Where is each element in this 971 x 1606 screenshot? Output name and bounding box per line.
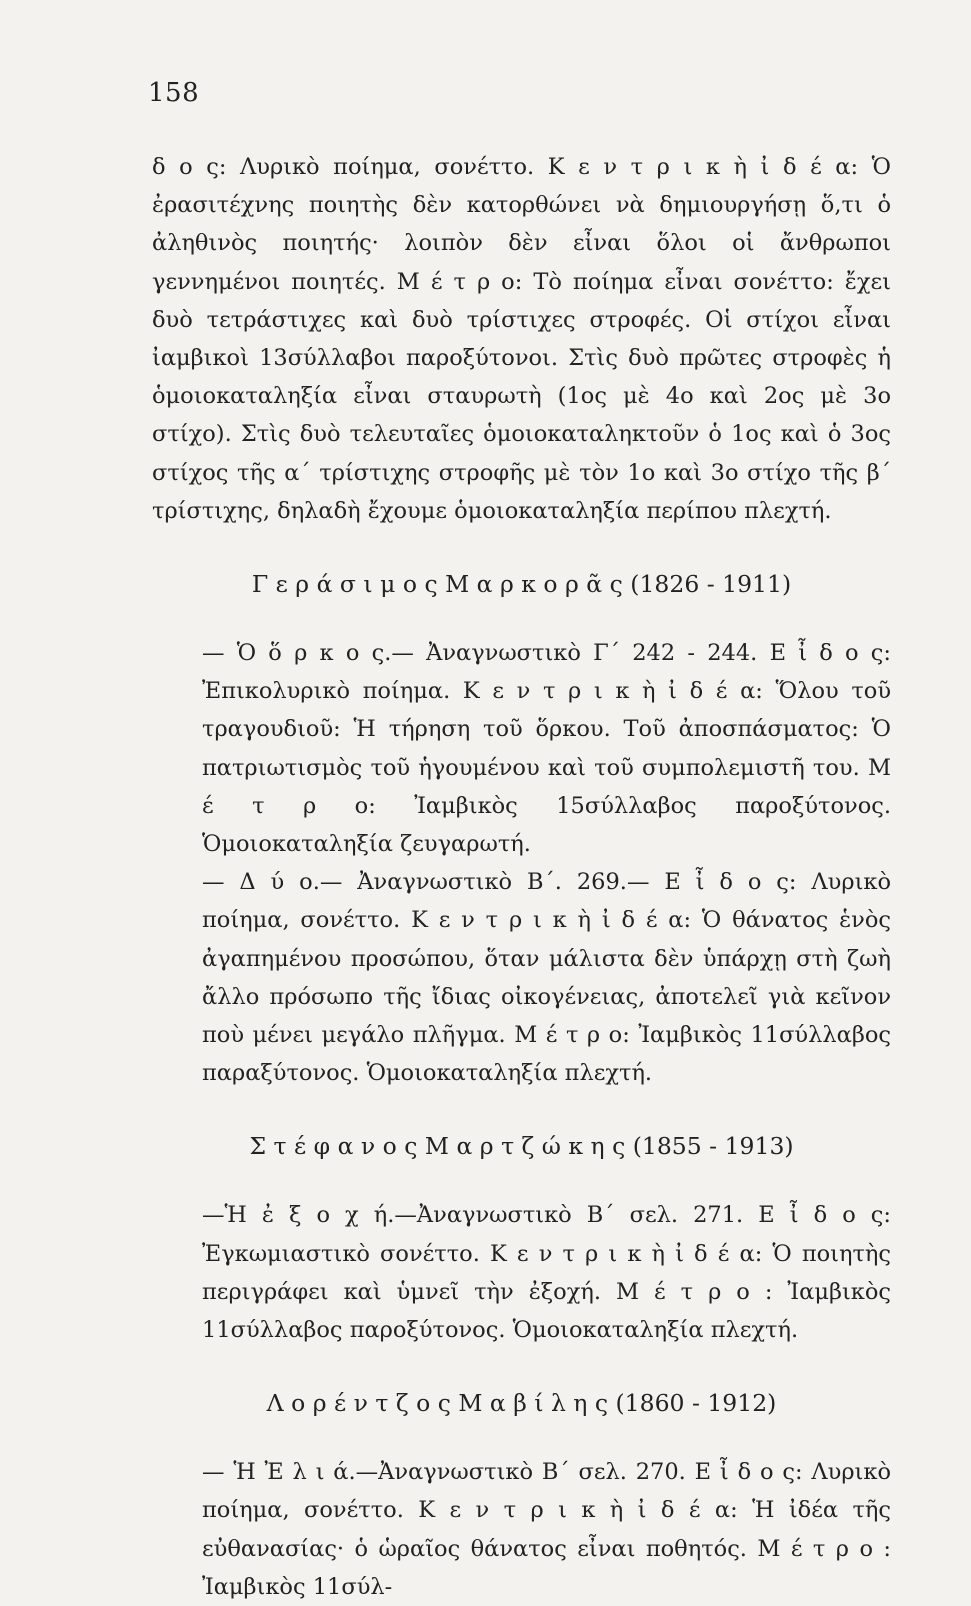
text-run: : Λυρικὸ ποίημα, σονέττο. (218, 154, 548, 180)
text-run: — Ὁ (202, 640, 269, 667)
text-run: Ε ἶ δ ο ς (664, 869, 789, 896)
text-run: ἐ ξ ο χ ή (261, 1202, 388, 1229)
author-heading (152, 565, 891, 603)
text-run: : Ἰαμβικὸς 11σύλλαβος παροξύτονος. Ὁμοιοκαταληξία πλεχτή. (202, 1278, 891, 1344)
text-run: : Ὁ ἐρασιτέχνης ποιητὴς δὲν κατορθώνει νὰ δημιουργήσῃ ὅ,τι ὁ ἀληθινὸς ποιητής· λοιπὸν δὲν εἶναι ὅλοι οἱ ἄνθρωποι γεννημένοι ποιητές. (152, 154, 892, 295)
text-run: — Ἡ (202, 1459, 265, 1486)
text-run: : Λυρικὸ ποίημα, σονέττο. (202, 869, 891, 934)
text-run: —Ἡ (202, 1202, 262, 1229)
text-run: Μ έ τ ρ ο (396, 268, 515, 295)
poem-entry (152, 634, 891, 863)
poem-entry (152, 1196, 891, 1349)
text-run: ὅ ρ κ ο ς (268, 640, 385, 667)
text-run: Ε ἶ δ ο ς (694, 1459, 795, 1486)
poem-entry (152, 863, 891, 1092)
text-run: .— Ἀναγνωστικὸ Β΄. 269.— (312, 869, 665, 896)
author-name: Λ ο ρ έ ν τ ζ ο ς Μ α β ί λ η ς (266, 1389, 609, 1418)
text-run: : Ἰαμβικὸς 15σύλλαβος παροξύτονος. Ὁμοιοκαταληξία ζευγαρωτή. (202, 792, 891, 858)
text-run: : Ἡ ἰδέα τῆς εὐθανασίας· ὁ ὡραῖος θάνατος εἶναι ποθητός. (202, 1497, 891, 1562)
text-run: Ε ἶ δ ο ς (769, 640, 884, 667)
author-dates: (1860 - 1912) (615, 1389, 777, 1418)
text-run: Κ ε ν τ ρ ι κ ὴ ἰ δ έ α (462, 678, 756, 705)
text-run: .— Ἀναγνωστικὸ Γ΄ 242 - 244. (384, 640, 770, 667)
text-run: Ε ἶ δ ο ς (758, 1202, 884, 1229)
text-run: : Ἐγκωμιαστικὸ σονέττο. (202, 1202, 891, 1267)
text-run: Κ ε ν τ ρ ι κ ὴ ἰ δ έ α (547, 154, 851, 180)
text-run: : Ὅλου τοῦ τραγουδιοῦ: Ἡ τήρηση τοῦ ὅρκου. Τοῦ ἀποσπάσματος: Ὁ πατριωτισμὸς τοῦ ἡγουμένου καὶ τοῦ συμπολεμιστῆ του. (202, 678, 891, 781)
text-run: .—Ἀναγνωστικὸ Β΄ σελ. 270. (348, 1459, 695, 1486)
text-run: : Τὸ ποίημα εἶναι σονέττο: ἔχει δυὸ τετράστιχες καὶ δυὸ τρίστιχες στροφές. Οἱ στίχοι εἶναι ἰαμβικοὶ 13σύλλαβοι παροξύτονοι. Στὶς δυὸ πρῶτες στροφὲς ἡ ὁμοιοκαταληξία εἶναι σταυρωτὴ (1ος μὲ 4ο καὶ 2ος μὲ 3ο στίχο). Στὶς δυὸ τελευταῖες ὁμοιοκαταληκτοῦν ὁ 1ος καὶ ὁ 3ος στίχος τῆς α΄ τρίστιχης στροφῆς μὲ τὸν 1ο καὶ 3ο στίχο τῆς β΄ τρίστιχης, δηλαδὴ ἔχουμε ὁμοιοκαταληξία περίπου πλεχτή. (152, 268, 891, 524)
text-run: Μ έ τ ρ ο (757, 1535, 873, 1562)
text-run: Κ ε ν τ ρ ι κ ὴ ἰ δ έ α (490, 1240, 755, 1267)
text-run: : Ἰαμβικὸς 11σύλλαβος παραξύτονος. Ὁμοιοκαταληξία πλεχτή. (202, 1022, 891, 1087)
author-dates: (1855 - 1913) (632, 1132, 794, 1161)
text-run: Μ έ τ ρ ο (514, 1022, 623, 1049)
author-heading (152, 1127, 891, 1165)
text-run: .—Ἀναγνωστικὸ Β΄ σελ. 271. (387, 1202, 759, 1229)
intro-paragraph (152, 148, 891, 530)
text-run: Μ έ τ ρ ο (615, 1278, 750, 1305)
text-run: : Ὁ θάνατος ἑνὸς ἀγαπημένου προσώπου, ὅταν μάλιστα δὲν ὑπάρχῃ στὴ ζωὴ ἄλλο πρόσωπο τῆς ἴδιας οἰκογένειας, ἀποτελεῖ γιὰ κεῖνον ποὺ μένει μεγάλο πλῆγμα. (202, 907, 891, 1049)
text-run: Μ έ τ ρ ο (202, 754, 891, 819)
text-run: — (202, 869, 240, 896)
author-dates: (1826 - 1911) (630, 570, 792, 599)
text-run: Ἐ λ ι ά (264, 1459, 349, 1486)
text-run: : Ἐπικολυρικὸ ποίημα. (202, 640, 892, 705)
text-run: Δ ύ ο (239, 869, 313, 896)
author-name: Γ ε ρ ά σ ι μ ο ς Μ α ρ κ ο ρ ᾶ ς (251, 570, 623, 599)
text-run: : Λυρικὸ ποίημα, σονέττο. (202, 1459, 891, 1524)
text-run: δ ο ς (152, 154, 219, 180)
text-run: : Ἰαμβικὸς 11σύλ- (202, 1535, 892, 1600)
page-number: 158 (148, 78, 200, 108)
poem-entry (152, 1453, 891, 1606)
text-run: Κ ε ν τ ρ ι κ ὴ ἰ δ έ α (418, 1497, 731, 1524)
author-name: Σ τ έ φ α ν ο ς Μ α ρ τ ζ ώ κ η ς (249, 1132, 626, 1161)
author-heading (152, 1384, 891, 1422)
text-run: Κ ε ν τ ρ ι κ ὴ ἰ δ έ α (411, 907, 684, 934)
text-run: : Ὁ ποιητὴς περιγράφει καὶ ὑμνεῖ τὴν ἐξοχή. (202, 1240, 892, 1305)
